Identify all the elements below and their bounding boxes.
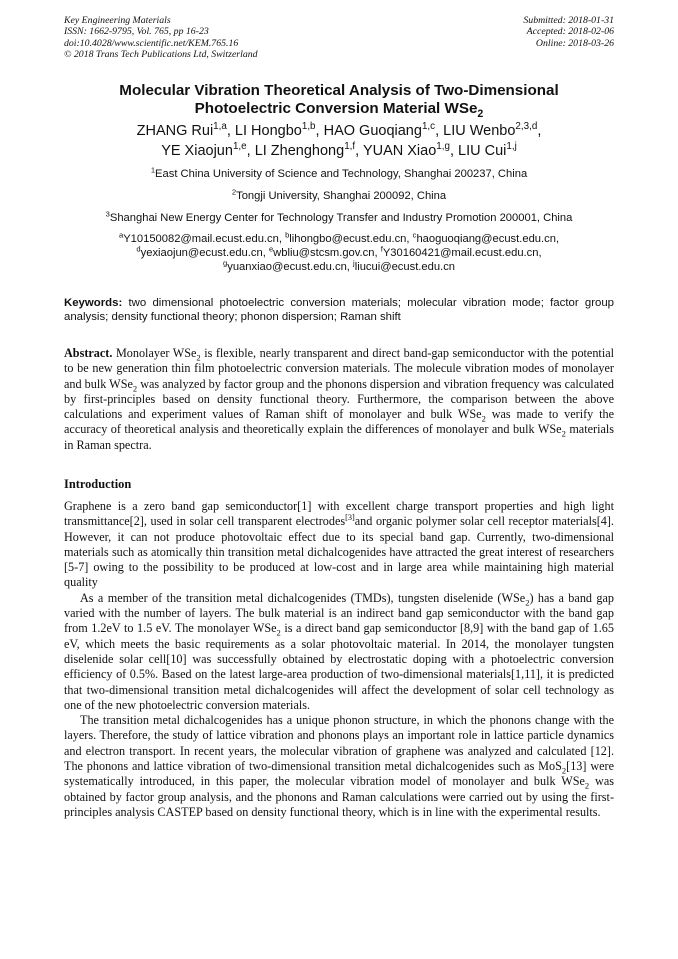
journal-info — [64, 15, 258, 61]
author-list — [64, 122, 614, 161]
email-address[interactable]: lihongbo@ecust.edu.cn — [289, 233, 407, 245]
submission-dates — [523, 15, 614, 49]
author: YUAN Xiao — [362, 142, 437, 159]
email-address[interactable]: liucui@ecust.edu.cn — [354, 261, 456, 274]
title-line-1: Molecular Vibration Theoretical Analysis of Two-Dimensional — [119, 82, 559, 99]
submitted-date: Submitted: 2018-01-31 — [523, 15, 614, 26]
online-date: Online: 2018-03-26 — [535, 37, 614, 49]
affiliation-1: $^1$East China University of Science and Technology, Shanghai 200237, China — [150, 165, 528, 180]
email-address[interactable]: Y30160421@mail.ecust.edu.cn — [382, 247, 539, 260]
author: LI Zhenghong — [254, 142, 345, 159]
copyright-line: © 2018 Trans Tech Publications Ltd, Switzerland — [64, 49, 258, 61]
paragraph-1: Graphene is a zero band gap semiconductor[1] with excellent charge transport properties and high light transmittance[2], used in solar cell transparent electrodes[3]and organic polymer solar cell receptor materials[4]. However, it can not produce photovoltaic effect due to its special band gap. Currently, two-dimensional materials such as atomically thin transition metal dichalcogenides have attracted the great interest of researchers [5-7] owing to the possibility to be produced at low-cost and in large area while maintaining high material quality — [64, 499, 614, 590]
doi-line: doi:10.4028/www.scientific.net/KEM.765.16 — [64, 37, 239, 49]
author: LI Hongbo — [234, 123, 302, 139]
email-line-2: $^d$yexiaojun@ecust.edu.cn, $^e$wbliu@stcsm.gov.cn, $^f$Y30160421@mail.ecust.edu.cn, — [136, 244, 542, 260]
email-address[interactable]: haoguoqiang@ecust.edu.cn — [416, 233, 556, 245]
keywords-label: Keywords: — [64, 297, 123, 309]
email-address[interactable]: yuanxiao@ecust.edu.cn — [227, 261, 347, 274]
accepted-date: Accepted: 2018-02-06 — [526, 26, 614, 38]
email-list — [54, 232, 624, 275]
email-address[interactable]: yexiaojun@ecust.edu.cn — [140, 247, 263, 260]
author-line-1: ZHANG Rui$^{1,a}$, LI Hongbo$^{1,b}$, HAO Guoqiang$^{1,c}$, LIU Wenbo$^{2,3,d}$, — [136, 121, 542, 139]
email-address[interactable]: Y10150082@mail.ecust.edu.cn — [123, 233, 279, 245]
keywords — [64, 296, 614, 324]
author: LIU Wenbo — [443, 123, 516, 139]
affiliation-2: $^2$Tongji University, Shanghai 200092, China — [231, 187, 447, 202]
email-line-3: $^g$yuanxiao@ecust.edu.cn, $^j$liucui@ecust.edu.cn — [222, 258, 456, 274]
section-heading-introduction: Introduction — [64, 477, 132, 491]
paragraph-3: The transition metal dichalcogenides has a unique phonon structure, in which the phonons change with the layers. Therefore, the study of lattice vibration and phonons plays an important role in lattice particle dynamics and electron transport. In recent years, the molecular vibration of graphene was analyzed and calculated [12]. The phonons and lattice vibration of two-dimensional transition metal dichalcogenides such as MoS$_2$[13] were systematically introduced, in this paper, the molecular vibration model of monolayer and bulk WSe$_2$ was obtained by factor group analysis, and the phonons and Raman calculations were carried out by using the first-principles analysis CASTEP based on density functional theory, which is in line with the experimental results. — [64, 713, 615, 819]
author: HAO Guoqiang — [323, 123, 422, 139]
author: LIU Cui — [458, 142, 507, 159]
paragraph-2: As a member of the transition metal dichalcogenides (TMDs), tungsten diselenide (WSe$_2$) has a band gap varied with the number of layers. The bulk material is an indirect band gap semiconductor with the band gap from 1.2eV to 1.5 eV. The monolayer WSe$_2$ is a direct band gap semiconductor [8,9] with the band gap of 1.65 eV, which meets the basic requirements as a solar photovoltaic material. In 2014, the monolayer tungsten diselenide solar cell[10] was successfully obtained by electrostatic doping with a photoelectric conversion efficiency of 0.5%. Based on the latest large-area production of two-dimensional materials[1,11], it is predicted that two-dimensional transition metal dichalcogenides will affect the development of solar cell technology as one of the new photoelectric conversion materials. — [64, 590, 614, 712]
abstract-label: Abstract. — [64, 346, 113, 360]
issn-line: ISSN: 1662-9795, Vol. 765, pp 16-23 — [64, 26, 209, 38]
paper-title — [64, 82, 614, 121]
author: YE Xiaojun — [161, 142, 233, 159]
introduction-body — [64, 499, 614, 820]
journal-name: Key Engineering Materials — [64, 15, 171, 26]
author: ZHANG Rui — [136, 123, 214, 139]
email-line-1: $^a$Y10150082@mail.ecust.edu.cn, $^b$lihongbo@ecust.edu.cn, $^c$haoguoqiang@ecust.edu.cn, — [118, 230, 560, 245]
author-line-2: YE Xiaojun$^{1,e}$, LI Zhenghong$^{1,f}$, YUAN Xiao$^{1,g}$, LIU Cui$^{1,j}$ — [161, 140, 517, 159]
email-address[interactable]: wbliu@stcsm.gov.cn — [273, 247, 375, 260]
affiliation-3: $^3$Shanghai New Energy Center for Technology Transfer and Industry Promotion 200001, China — [105, 209, 573, 224]
title-line-2: Photoelectric Conversion Material WSe$_2$ — [194, 100, 484, 121]
keywords-text: two dimensional photoelectric conversion materials; molecular vibration mode; factor group analysis; density functional theory; phonon dispersion; Raman shift — [64, 297, 614, 324]
abstract: Abstract. Monolayer WSe$_2$ is flexible, nearly transparent and direct band-gap semiconductor with the potential to be new generation thin film photoelectric conversion materials. The molecule vibration modes of monolayer and bulk WSe$_2$ was analyzed by factor group and the phonons dispersion and vibration frequency was calculated by first-principles based on density functional theory. Furthermore, the comparison between the above calculations and experiment values of Raman shift of monolayer and bulk WSe$_2$ was made to verify the accuracy of theoretical analysis and theoretically explain the differences of monolayer and bulk WSe$_2$ materials in Raman spectra. — [64, 346, 614, 452]
